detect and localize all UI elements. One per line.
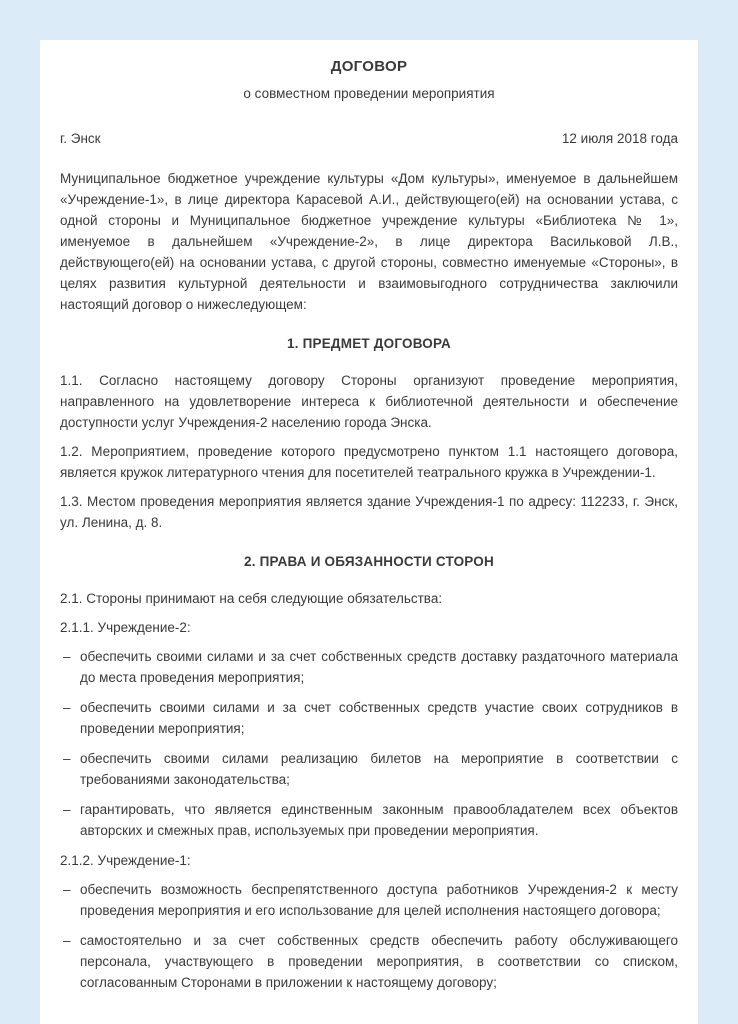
dash-marker: – (63, 882, 71, 897)
obligations-list-institution-2 (60, 646, 678, 841)
list-item (60, 697, 678, 739)
list-item-text: обеспечить возможность беспрепятственного доступа работников Учреждения-2 к месту проведения мероприятия и его использование для целей исполнения настоящего договора; (80, 882, 678, 918)
document-title: ДОГОВОР (330, 58, 408, 75)
document-date: 12 июля 2018 года (561, 131, 678, 146)
list-item-text: самостоятельно и за счет собственных средств обеспечить работу обслуживающего персонала, участвующего в проведении мероприятия, в соответствии со списком, согласованным Сторонами в приложении к настоящему договору; (80, 933, 678, 990)
list-item-text: обеспечить своими силами и за счет собственных средств участие своих сотрудников в проведении мероприятия; (80, 700, 678, 736)
place-date-row (60, 129, 678, 148)
document-page (40, 40, 698, 1024)
list-item-text: обеспечить своими силами и за счет собственных средств доставку раздаточного материала до места проведения мероприятия; (80, 649, 678, 685)
list-item-text: гарантировать, что является единственным законным правообладателем всех объектов авторских и смежных прав, используемых при проведении мероприятия. (80, 802, 678, 838)
clause-2-1-2: 2.1.2. Учреждение-1: (60, 853, 191, 868)
dash-marker: – (63, 700, 71, 715)
list-item (60, 930, 678, 993)
section-1-heading: 1. ПРЕДМЕТ ДОГОВОРА (287, 336, 451, 351)
list-item-text: обеспечить своими силами реализацию билетов на мероприятие в соответствии с требованиями законодательства; (80, 751, 678, 787)
list-item (60, 748, 678, 790)
dash-marker: – (63, 933, 71, 948)
preamble-paragraph: Муниципальное бюджетное учреждение культуры «Дом культуры», именуемое в дальнейшем «Учреждение-1», в лице директора Карасевой А.И., действующего(ей) на основании устава, с одной стороны и Муниципальное бюджетное учреждение культуры «Библиотека № 1», именуемое в дальнейшем «Учреждение-2», в лице директора Васильковой Л.В., действующего(ей) на основании устава, с другой стороны, совместно именуемые «Стороны», в целях развития культурной деятельности и взаимовыгодного сотрудничества заключили настоящий договор о нижеследующем: (60, 171, 678, 312)
document-subtitle: о совместном проведении мероприятия (243, 86, 495, 101)
clause-1-1: 1.1. Согласно настоящему договору Стороны организуют проведение мероприятия, направленного на удовлетворение интереса к библиотечной деятельности и обеспечение доступности услуг Учреждения-2 населению города Энска. (60, 373, 678, 430)
list-item (60, 646, 678, 688)
clause-1-2: 1.2. Мероприятием, проведение которого предусмотрено пунктом 1.1 настоящего договора, является кружок литературного чтения для посетителей театрального кружка в Учреждении-1. (60, 444, 678, 480)
dash-marker: – (63, 802, 71, 817)
clause-2-1-1: 2.1.1. Учреждение-2: (60, 620, 191, 635)
list-item (60, 799, 678, 841)
clause-1-3: 1.3. Местом проведения мероприятия является здание Учреждения-1 по адресу: 112233, г. Энск, ул. Ленина, д. 8. (60, 494, 678, 530)
dash-marker: – (63, 751, 71, 766)
list-item (60, 879, 678, 921)
clause-2-1: 2.1. Стороны принимают на себя следующие обязательства: (60, 591, 443, 606)
obligations-list-institution-1 (60, 879, 678, 993)
dash-marker: – (63, 649, 71, 664)
section-2-heading: 2. ПРАВА И ОБЯЗАННОСТИ СТОРОН (244, 554, 494, 569)
document-place: г. Энск (60, 131, 101, 146)
